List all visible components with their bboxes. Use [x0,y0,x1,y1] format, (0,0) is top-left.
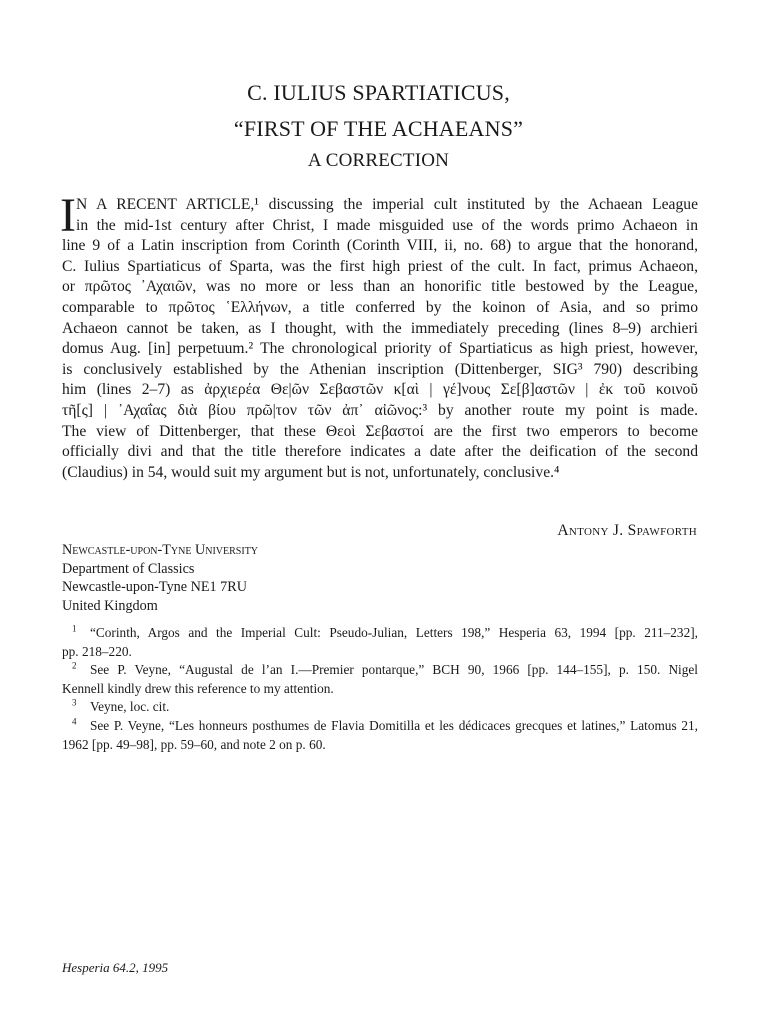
footnote-number: 1 [72,623,77,634]
body-line: in the mid-1st century after Christ, I made misguided use of the words primo Achaeon in [76,216,698,234]
footnote-text: See P. Veyne, “Augustal de l’an I.—Premier pontarque,” BCH 90, 1966 [pp. 144–155], p. 150. Nigel [90,662,698,678]
body-line: N A RECENT ARTICLE,¹ discussing the imperial cult instituted by the Achaean League [76,196,698,213]
footnote [62,661,698,698]
affiliation-line: Newcastle-upon-Tyne NE1 7RU [62,579,247,595]
body-line: officially divi and that the title therefore indicates a date after the deification of the second [62,443,698,461]
footnote-text: “Corinth, Argos and the Imperial Cult: Pseudo-Julian, Letters 198,” Hesperia 63, 1994 [pp. 211–232], [90,625,698,640]
footnote-text: pp. 218–220. [62,643,132,659]
body-line: comparable to πρῶτος ῾Ελλήνων, a title conferred by the koinon of Asia, and so primo [62,298,698,316]
footnote-text: See P. Veyne, “Les honneurs posthumes de Flavia Domitilla et les dédicaces grecques et latines,” Latomus 21, [90,717,698,733]
body-line: Achaeon cannot be taken, as I thought, with the immediately preceding (lines 8–9) archieri [62,319,698,337]
drop-cap: I [60,189,76,242]
footnote-text: Kennell kindly drew this reference to my attention. [62,680,334,696]
author-name: Antony J. Spawforth [557,522,697,539]
body-line: The view of Dittenberger, that these Θεοὶ Σεβαστοί are the first two emperors to become [62,422,698,440]
footnote-text: 1962 [pp. 49–98], pp. 59–60, and note 2 on p. 60. [62,736,326,752]
body-line: line 9 of a Latin inscription from Corinth (Corinth VIII, ii, no. 68) to argue that the honorand, [62,237,698,255]
title-line-1: C. IULIUS SPARTIATICUS, [247,80,510,105]
footnote [62,624,698,661]
journal-footer: Hesperia 64.2, 1995 [62,960,169,975]
affiliation-line: Newcastle-upon-Tyne University [62,542,259,558]
body-line: him (lines 2–7) as ἀρχιερέα Θε|ῶν Σεβαστῶν κ[αὶ | γέ]νους Σε[β]αστῶν | ἐκ τοῦ κοινοῦ [62,381,698,399]
affiliation [62,541,258,615]
article-body [62,195,698,483]
footnote-text: Veyne, loc. cit. [90,699,170,715]
footnote [62,698,698,717]
body-line: C. Iulius Spartiaticus of Sparta, was the first high priest of the cult. In fact, primus Achaeon, [62,257,698,275]
footnote-number: 4 [72,716,77,727]
affiliation-line: United Kingdom [62,597,158,614]
affiliation-line: Department of Classics [62,560,195,577]
body-line: τῆ[ς] | ᾿Αχαΐας διὰ βίου πρῶ|τον τῶν ἀπ᾿ αἰῶνος:³ by another route my point is made. [62,401,698,419]
body-line: or πρῶτος ᾿Αχαιῶν, was no more or less than an honorific title bestowed by the League, [62,278,698,296]
title-line-2: “FIRST OF THE ACHAEANS” [233,116,524,141]
body-line: domus Aug. [in] perpetuum.² The chronological priority of Spartiaticus as high priest, however, [62,340,698,358]
footnote [62,717,698,754]
footnote-number: 2 [72,660,77,671]
footnote-number: 3 [72,697,77,708]
body-line: is conclusively established by the Athenian inscription (Dittenberger, SIG³ 790) describing [62,360,698,378]
footnotes [62,624,698,754]
body-line: (Claudius) in 54, would suit my argument but is not, unfortunately, conclusive.⁴ [62,463,560,481]
subtitle: A CORRECTION [307,150,450,171]
